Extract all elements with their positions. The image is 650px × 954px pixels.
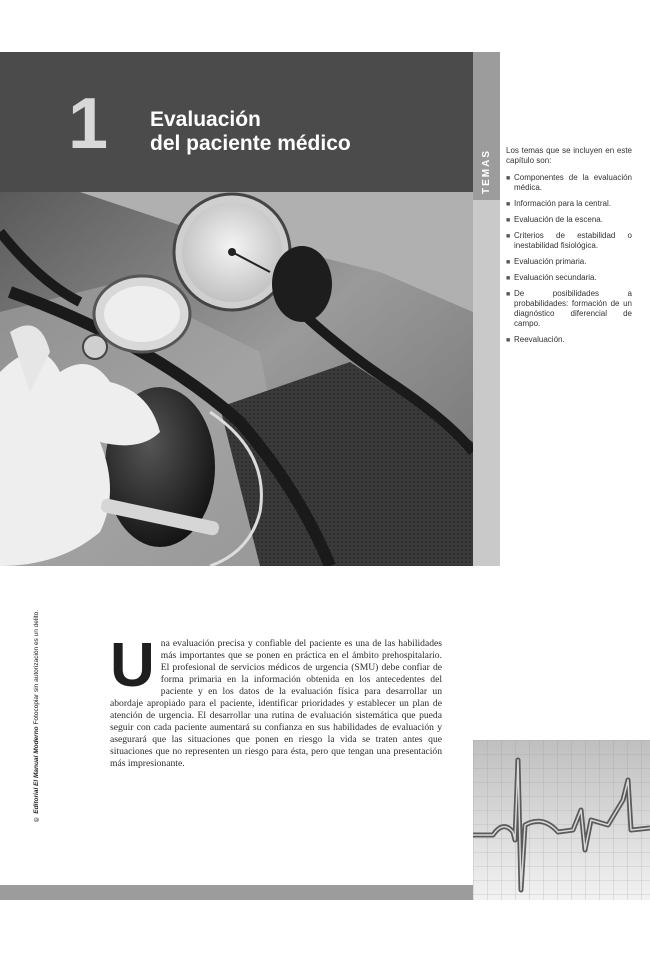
topic-text: Evaluación secundaria. xyxy=(514,273,597,282)
temas-label-text: TEMAS xyxy=(481,149,492,194)
topic-item xyxy=(506,215,632,225)
square-bullet-icon: ■ xyxy=(506,201,511,208)
topic-text: Información para la central. xyxy=(514,199,611,208)
topic-text: De posibilidades a probabilidades: formación de un diagnóstico diferencial de campo. xyxy=(514,289,632,328)
chapter-title-line2: del paciente médico xyxy=(150,132,351,155)
top-margin xyxy=(0,0,650,52)
intro-paragraph xyxy=(110,631,442,771)
drop-cap: U xyxy=(110,631,155,700)
square-bullet-icon: ■ xyxy=(506,175,511,182)
topic-item xyxy=(506,199,632,209)
square-bullet-icon: ■ xyxy=(506,217,511,224)
topics-intro: Los temas que se incluyen en este capítulo son: xyxy=(506,146,632,165)
credit-publisher: © Editorial El Manual Moderno xyxy=(33,726,40,823)
topic-item xyxy=(506,335,632,345)
temas-strip-lower xyxy=(473,200,500,566)
stethoscope-photo xyxy=(0,192,473,566)
topic-item xyxy=(506,289,632,329)
topic-text: Componentes de la evaluación médica. xyxy=(514,173,632,192)
chapter-title xyxy=(150,108,450,156)
topic-item xyxy=(506,173,632,193)
topic-text: Evaluación primaria. xyxy=(514,257,587,266)
topic-item xyxy=(506,257,632,267)
topic-item xyxy=(506,231,632,251)
square-bullet-icon: ■ xyxy=(506,337,511,344)
topic-list xyxy=(506,173,632,345)
temas-label xyxy=(473,52,500,200)
chapter-title-line1: Evaluación xyxy=(150,108,261,131)
square-bullet-icon: ■ xyxy=(506,291,511,298)
square-bullet-icon: ■ xyxy=(506,233,511,240)
topic-text: Reevaluación. xyxy=(514,335,565,344)
photo-illustration xyxy=(0,192,473,566)
credit-notice: Fotocopiar sin autorización es un delito. xyxy=(33,610,40,725)
copyright-credit xyxy=(33,610,47,850)
ecg-illustration xyxy=(473,740,650,900)
topic-text: Evaluación de la escena. xyxy=(514,215,603,224)
ecg-monitor-image xyxy=(473,740,650,900)
credit-text xyxy=(33,610,40,823)
topic-item xyxy=(506,273,632,283)
footer-bar xyxy=(0,885,473,900)
square-bullet-icon: ■ xyxy=(506,275,511,282)
square-bullet-icon: ■ xyxy=(506,259,511,266)
intro-text: na evaluación precisa y confiable del paciente es una de las habilidades más importantes que se ponen en práctica en el ámbito prehospitalario. El profesional de servicios médicos de urgencia (SMU) debe confiar de forma primaria en la información obtenida en los antecedentes del paciente y en los datos de la evaluación física para desarrollar un abordaje apropiado para el paciente, identificar prioridades y establecer un plan de atención de urgencia. El desarrollar una rutina de evaluación sistemática que pueda seguir con cada paciente aumentará su confianza en sus habilidades de evaluación y asegurará que las situaciones que ponen en riesgo la vida se traten antes que situaciones que no representen un riesgo para ésta, pero que tengan una presentación más impresionante. xyxy=(110,638,442,770)
topic-text: Criterios de estabilidad o inestabilidad fisiológica. xyxy=(514,231,632,250)
chapter-number: 1 xyxy=(68,84,107,164)
topics-sidebar xyxy=(506,146,632,351)
